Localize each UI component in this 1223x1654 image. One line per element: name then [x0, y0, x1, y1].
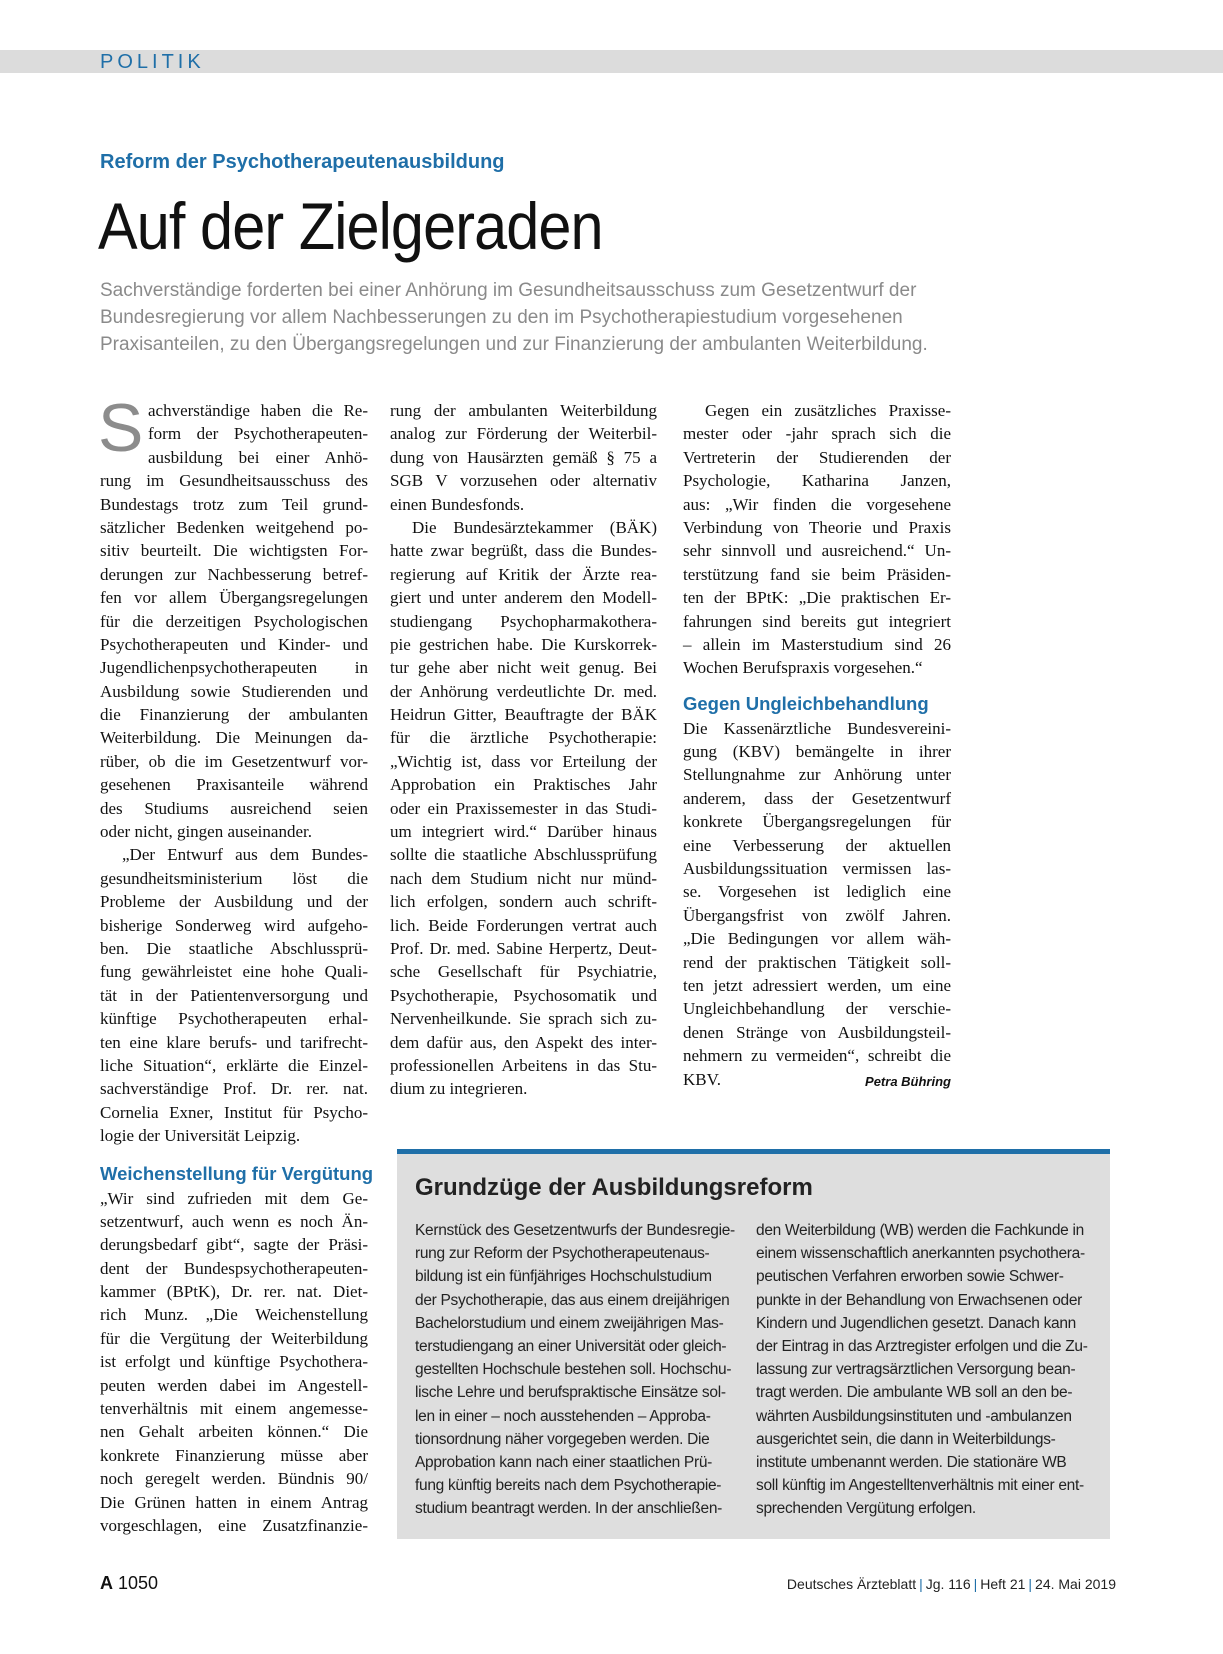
- text-line: Die Kassenärztliche Bundesvereini-: [683, 718, 951, 738]
- text-line: gesehenen Praxisanteile während: [100, 775, 368, 795]
- text-line: SGB V vorzusehen oder alternativ: [390, 471, 657, 491]
- text-line: lich. Beide Forderungen vertrat auch: [390, 915, 657, 935]
- text-line: lich erfolgen, sondern auch schrift-: [390, 892, 657, 912]
- text-line: ten eine klare berufs- und tarifrecht-: [100, 1032, 368, 1052]
- lead-line: Bundesregierung vor allem Nachbesserungen zu den im Psychotherapiestudium vorgesehenen: [100, 307, 903, 328]
- text-line: gesundheitsministerium löst die: [100, 868, 368, 888]
- text-column-1: [98, 390, 374, 1537]
- text-line: regierung auf Kritik der Ärzte rea-: [390, 564, 657, 584]
- paragraph-7: [683, 717, 951, 1068]
- paragraph-4: [390, 399, 657, 516]
- text-line: Psychotherapeuten und Kinder- und: [100, 634, 368, 654]
- text-line: fung künftig bereits nach dem Psychotherapie-: [415, 1477, 722, 1495]
- text-line: institute umbenannt werden. Die stationäre WB: [756, 1453, 1067, 1471]
- text-line: len in einer – noch ausstehenden – Approba-: [415, 1407, 711, 1425]
- lead-line: Praxisanteilen, zu den Übergangsregelungen und zur Finanzierung der ambulanten Weiterbildung.: [100, 334, 928, 355]
- text-line: ten der BPtK: „Die praktischen Er-: [683, 588, 951, 608]
- text-line: setzentwurf, auch wenn es noch Än-: [100, 1211, 368, 1231]
- text-line: tionsordnung näher vorgegeben werden. Die: [415, 1430, 710, 1448]
- text-line: derungen zur Nachbesserung betref-: [100, 564, 368, 584]
- closing-word: KBV.: [683, 1069, 721, 1089]
- text-line: für die ärztliche Psychotherapie:: [390, 728, 657, 748]
- text-line: ten jetzt adressiert werden, um eine: [683, 975, 951, 995]
- text-line: Ausbildungssituation vermissen las-: [683, 859, 951, 879]
- info-box-right-text: [756, 1219, 1101, 1520]
- text-line: Vertreterin der Studierenden der: [683, 447, 951, 467]
- text-line: rich Munz. „Die Weichenstellung: [100, 1305, 368, 1325]
- text-line: terstützung fand sie beim Präsiden-: [683, 564, 951, 584]
- paragraph-2: [100, 843, 368, 1147]
- text-line: soll künftig im Angestelltenverhältnis mit einer ent-: [756, 1477, 1084, 1495]
- text-line: Kernstück des Gesetzentwurfs der Bundesregie-: [415, 1222, 735, 1239]
- journal-issue: Heft 21: [980, 1576, 1026, 1592]
- text-line: Bundestags trotz zum Teil grund-: [100, 494, 368, 514]
- text-line: rung im Gesundheitsausschuss des: [100, 471, 368, 491]
- text-line: fung gewährleistet eine hohe Quali-: [100, 962, 368, 982]
- text-line: Approbation kann nach einer staatlichen Prü-: [415, 1453, 712, 1471]
- dropcap-block: [98, 390, 368, 469]
- text-line: Jugendlichenpsychotherapeuten in: [100, 658, 368, 678]
- text-line: Gegen ein zusätzliches Praxisse-: [705, 401, 951, 420]
- text-line: pie gestrichen habe. Die Kurskorrek-: [390, 634, 657, 654]
- dropcap-letter: S: [98, 390, 144, 466]
- text-line: ist erfolgt und künftige Psychothera-: [100, 1352, 368, 1372]
- paragraph-6: [683, 399, 951, 680]
- journal-info: Deutsches Ärzteblatt | Jg. 116 | Heft 21 | 24. Mai 2019: [786, 1576, 1116, 1592]
- info-box: [397, 1149, 1110, 1539]
- last-line: [683, 1068, 951, 1091]
- text-line: „Die Bedingungen vor allem wäh-: [683, 929, 951, 949]
- text-line: Approbation ein Praktisches Jahr: [390, 775, 657, 795]
- text-line: der Eintrag in das Arztregister erfolgen und die Zu-: [756, 1337, 1088, 1355]
- text-line: achverständige haben die Re-: [148, 401, 368, 420]
- text-line: tenverhältnis mit einem angemesse-: [100, 1399, 368, 1419]
- text-line: Wochen Berufspraxis vorgesehen.“: [683, 658, 923, 678]
- text-line: kammer (BPtK), Dr. rer. nat. Diet-: [100, 1282, 368, 1302]
- text-line: Probleme der Ausbildung und der: [100, 892, 368, 912]
- text-line: sachverständige Prof. Dr. rer. nat.: [100, 1079, 368, 1099]
- text-line: derungsbedarf gibt“, sagte der Präsi-: [100, 1235, 368, 1255]
- text-line: Verbindung von Theorie und Praxis: [683, 517, 951, 537]
- text-line: Psychotherapie, Psychosomatik und: [390, 985, 657, 1005]
- text-column-2: [390, 399, 657, 1101]
- text-line: dent der Bundespsychotherapeuten-: [100, 1258, 368, 1278]
- text-line: fen vor allem Übergangsregelungen: [100, 588, 368, 608]
- text-line: Cornelia Exner, Institut für Psycho-: [100, 1102, 368, 1122]
- info-box-column-right: [756, 1219, 1101, 1520]
- text-line: tät in der Patientenversorgung und: [100, 985, 368, 1005]
- text-line: Kindern und Jugendlichen gesetzt. Danach kann: [756, 1314, 1076, 1332]
- text-line: konkrete Finanzierung müsse aber: [100, 1445, 368, 1465]
- text-line: lische Lehre und berufspraktische Einsätze sol-: [415, 1384, 726, 1402]
- text-line: liche Situation“, erklärte die Einzel-: [100, 1055, 368, 1075]
- text-line: ausgerichtet sein, die dann in Weiterbildungs-: [756, 1430, 1056, 1448]
- lead-line: Sachverständige forderten bei einer Anhörung im Gesundheitsausschuss zum Gesetzentwurf der: [100, 280, 917, 301]
- text-line: Bachelorstudium und einem zweijährigen Mas-: [415, 1314, 724, 1332]
- text-line: für die Vergütung der Weiterbildung: [100, 1328, 368, 1348]
- text-line: Stellungnahme zur Anhörung unter: [683, 765, 951, 785]
- text-line: rung der ambulanten Weiterbildung: [390, 401, 657, 420]
- text-line: – allein im Masterstudium sind 26: [683, 634, 951, 654]
- text-line: nen Gehalt arbeiten können.“ Die: [100, 1422, 368, 1442]
- text-line: konkrete Übergangsregelungen für: [683, 812, 951, 832]
- text-line: noch geregelt werden. Bündnis 90/: [100, 1469, 368, 1489]
- subheading-verguetung: Weichenstellung für Vergütung: [100, 1162, 374, 1184]
- section-label: POLITIK: [100, 51, 205, 73]
- text-line: punkte in der Behandlung von Erwachsenen oder: [756, 1291, 1083, 1309]
- text-line: giert und unter anderem den Modell-: [390, 588, 657, 608]
- text-line: studium beantragt werden. In der anschließen-: [415, 1500, 723, 1518]
- text-line: um integriert wird.“ Darüber hinaus: [390, 822, 657, 842]
- text-line: sche Gesellschaft für Psychiatrie,: [390, 962, 657, 982]
- info-box-left-text: [415, 1219, 745, 1520]
- text-line: sprechenden Vergütung erfolgen.: [756, 1500, 976, 1518]
- text-line: der Psychotherapie, das aus einem dreijährigen: [415, 1291, 730, 1309]
- journal-name: Deutsches Ärzteblatt: [786, 1576, 917, 1592]
- info-box-column-left: [415, 1219, 745, 1520]
- page-number-value: 1050: [118, 1573, 159, 1593]
- text-line: aus: „Wir finden die vorgesehene: [683, 494, 951, 514]
- text-line: anderem, dass der Gesetzentwurf: [683, 788, 951, 808]
- page-prefix: A: [100, 1573, 113, 1593]
- text-line: studiengang Psychopharmakothera-: [390, 611, 657, 631]
- info-box-title: Grundzüge der Ausbildungsreform: [415, 1174, 813, 1201]
- text-line: lassung zur vertragsärztlichen Versorgung bean-: [756, 1361, 1076, 1379]
- text-line: künftige Psychotherapeuten erhal-: [100, 1009, 368, 1029]
- paragraph-1: [100, 469, 368, 843]
- text-line: „Wir sind zufrieden mit dem Ge-: [100, 1188, 368, 1208]
- text-line: ausbildung bei einer Anhö-: [148, 447, 368, 467]
- text-line: Übergangsfrist von zwölf Jahren.: [683, 905, 951, 925]
- text-line: fahrungen sind bereits gut integriert: [683, 611, 951, 631]
- text-line: form der Psychotherapeuten-: [148, 424, 368, 444]
- text-line: „Der Entwurf aus dem Bundes-: [122, 845, 368, 865]
- text-line: des Studiums ausreichend seien: [100, 798, 368, 818]
- text-line: tragt werden. Die ambulante WB soll an den be-: [756, 1384, 1073, 1402]
- text-line: peuten werden dabei im Angestell-: [100, 1375, 368, 1395]
- text-line: mester oder -jahr sprach sich die: [683, 424, 951, 444]
- journal-volume: Jg. 116: [925, 1576, 971, 1592]
- text-column-3: [683, 399, 951, 1093]
- text-line: rüber, ob die im Gesetzentwurf vor-: [100, 751, 368, 771]
- text-line: für die derzeitigen Psychologischen: [100, 611, 368, 631]
- text-line: Ausbildung sowie Studierenden und: [100, 681, 368, 701]
- text-line: bisherige Sonderweg wird aufgeho-: [100, 915, 368, 935]
- text-line: der Anhörung verdeutlichte Dr. med.: [390, 681, 657, 701]
- text-line: nehmern zu vermeiden“, schreibt die: [683, 1046, 951, 1066]
- text-line: professionellen Arbeitens in das Stu-: [390, 1055, 657, 1075]
- text-line: nach dem Studium nicht nur münd-: [390, 868, 657, 888]
- paragraph-5: [390, 516, 657, 1101]
- author-byline: Petra Bühring: [865, 1073, 951, 1089]
- text-line: sollte die staatliche Abschlussprüfung: [390, 845, 657, 865]
- text-line: gestellten Hochschule bestehen soll. Hochschu-: [415, 1361, 732, 1379]
- text-line: sehr sinnvoll und ausreichend.“ Un-: [683, 541, 951, 561]
- text-line: oder ein Praxissemester in das Studi-: [390, 798, 657, 818]
- text-line: währten Ausbildungsinstituten und -ambulanzen: [756, 1407, 1072, 1425]
- text-line: Psychologie, Katharina Janzen,: [683, 471, 951, 491]
- text-line: dium zu integrieren.: [390, 1079, 528, 1099]
- text-line: vorgeschlagen, eine Zusatzfinanzie-: [100, 1515, 368, 1535]
- text-line: Heidrun Gitter, Beauftragte der BÄK: [390, 705, 657, 725]
- text-line: den Weiterbildung (WB) werden die Fachkunde in: [756, 1222, 1084, 1239]
- subheading-ungleichbehandlung: Gegen Ungleichbehandlung: [683, 692, 929, 714]
- text-line: sitiv beurteilt. Die wichtigsten For-: [100, 541, 368, 561]
- text-line: terstudiengang an einer Universität oder gleich-: [415, 1337, 727, 1355]
- text-line: peutischen Verfahren erworben sowie Schwer-: [756, 1268, 1064, 1286]
- paragraph-3: [100, 1187, 368, 1538]
- article-kicker: Reform der Psychotherapeutenausbildung: [100, 151, 505, 173]
- text-line: gung (KBV) bemängelte in ihrer: [683, 742, 951, 762]
- text-line: logie der Universität Leipzig.: [100, 1126, 301, 1146]
- text-line: „Wichtig ist, dass vor Erteilung der: [390, 751, 657, 771]
- text-line: Nervenheilkunde. Sie sprach sich zu-: [390, 1009, 657, 1029]
- text-line: einen Bundesfonds.: [390, 494, 525, 514]
- text-line: Prof. Dr. med. Sabine Herpertz, Deut-: [390, 938, 657, 958]
- text-line: oder nicht, gingen auseinander.: [100, 822, 312, 842]
- text-line: tur gehe aber nicht weit genug. Bei: [390, 658, 657, 678]
- text-line: sätzlicher Bedenken weitgehend po-: [100, 517, 368, 537]
- text-line: rung zur Reform der Psychotherapeutenaus-: [415, 1245, 710, 1263]
- text-line: denen Stränge von Ausbildungsteil-: [683, 1022, 951, 1042]
- text-line: analog zur Förderung der Weiterbil-: [390, 424, 657, 444]
- text-line: Die Grünen hatten in einem Antrag: [100, 1492, 368, 1512]
- text-line: ben. Die staatliche Abschlussprü-: [100, 938, 368, 958]
- text-line: hatte zwar begrüßt, dass die Bundes-: [390, 541, 657, 561]
- text-line: Die Bundesärztekammer (BÄK): [412, 517, 657, 537]
- text-line: Ungleichbehandlung der verschie-: [683, 999, 951, 1019]
- text-line: einem wissenschaftlich anerkannten psychothera-: [756, 1245, 1085, 1263]
- text-line: dung von Hausärzten gemäß § 75 a: [390, 447, 657, 467]
- text-line: Weiterbildung. Die Meinungen da-: [100, 728, 368, 748]
- article-lead: [100, 277, 1000, 358]
- article-headline: Auf der Zielgeraden: [98, 189, 603, 263]
- page-number: [100, 1573, 158, 1594]
- text-line: rend der praktischen Tätigkeit soll-: [683, 952, 951, 972]
- text-line: die Finanzierung der ambulanten: [100, 705, 368, 725]
- text-line: bildung ist ein fünfjähriges Hochschulstudium: [415, 1268, 712, 1286]
- text-line: dem dafür aus, den Aspekt des inter-: [390, 1032, 657, 1052]
- journal-date: 24. Mai 2019: [1035, 1576, 1116, 1592]
- text-line: se. Vorgesehen ist lediglich eine: [683, 882, 951, 902]
- text-line: eine Verbesserung der aktuellen: [683, 835, 951, 855]
